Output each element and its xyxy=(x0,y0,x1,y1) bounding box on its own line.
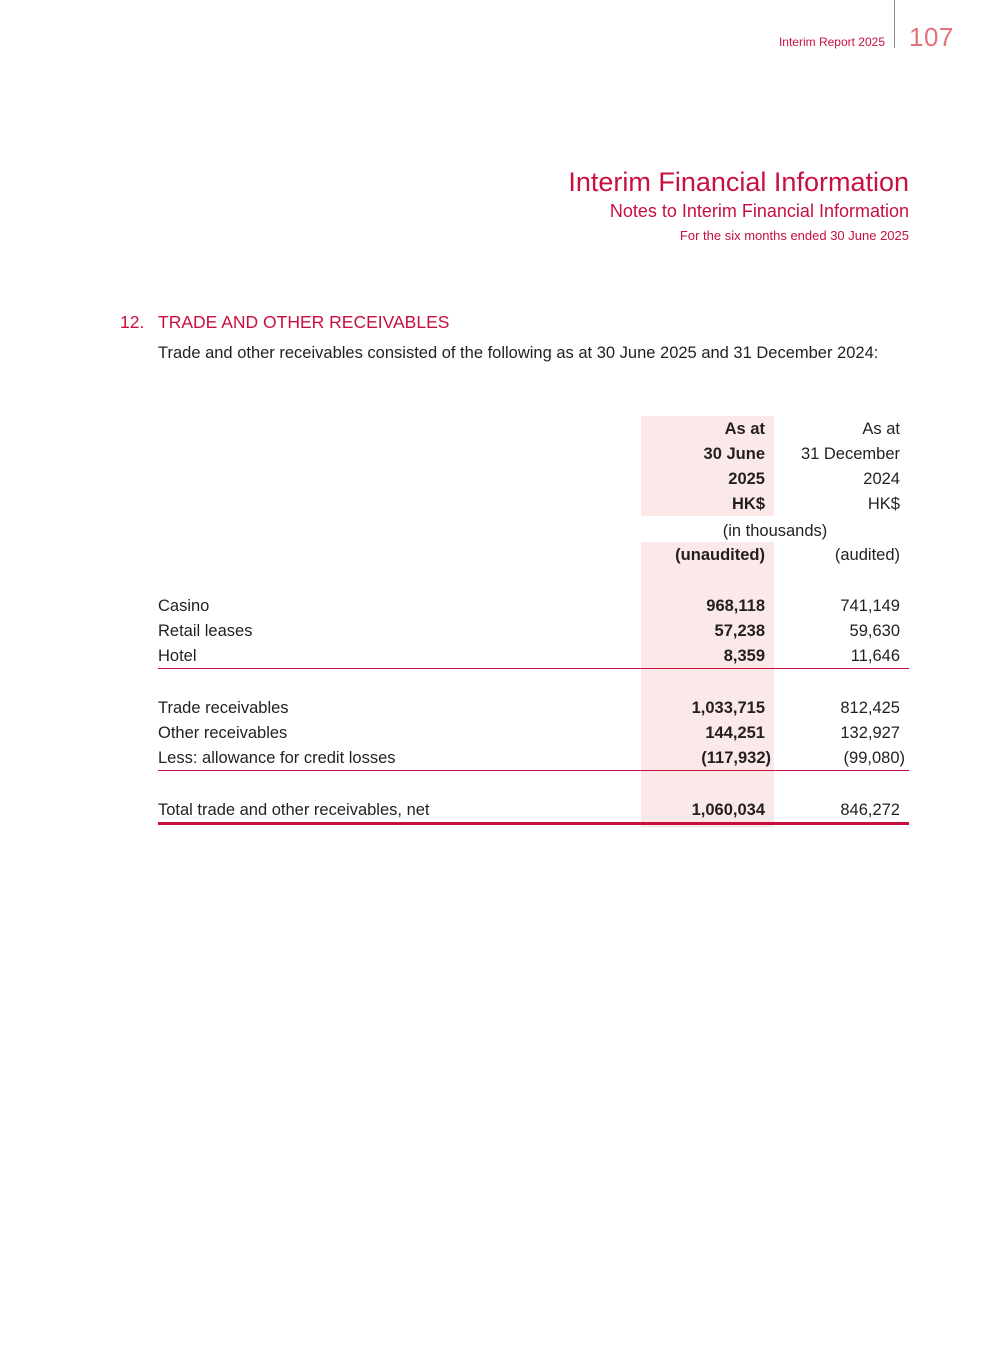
total-rule xyxy=(158,822,909,825)
row-current-retail-leases: 57,238 xyxy=(714,622,765,640)
row-label-casino: Casino xyxy=(158,597,210,615)
row-label-retail-leases: Retail leases xyxy=(158,622,253,640)
current-header-line-4: HK$ xyxy=(731,495,765,513)
prior-header-line-4: HK$ xyxy=(867,495,900,513)
current-column-shade-body xyxy=(641,542,774,827)
title-block xyxy=(568,166,909,245)
current-header-line-2: 30 June xyxy=(703,445,765,463)
prior-header-line-3: 2024 xyxy=(863,470,900,488)
prior-header-line-2: 31 December xyxy=(800,445,900,463)
report-label: Interim Report 2025 xyxy=(778,35,885,49)
section-heading xyxy=(120,311,449,333)
row-current-trade-receivables: 1,033,715 xyxy=(691,699,765,717)
row-prior-hotel: 11,646 xyxy=(850,647,900,665)
row-label-total: Total trade and other receivables, net xyxy=(158,801,430,819)
section-number: 12. xyxy=(120,312,145,332)
row-current-casino: 968,118 xyxy=(706,597,765,615)
units-label: (in thousands) xyxy=(722,522,828,540)
prior-status: (audited) xyxy=(834,546,900,564)
row-current-total: 1,060,034 xyxy=(691,801,765,819)
row-label-other-receivables: Other receivables xyxy=(158,724,288,742)
prior-header-line-1: As at xyxy=(862,420,900,438)
row-prior-trade-receivables: 812,425 xyxy=(840,699,900,717)
period-label: For the six months ended 30 June 2025 xyxy=(679,228,909,243)
row-current-other-receivables: 144,251 xyxy=(705,724,765,742)
row-prior-retail-leases: 59,630 xyxy=(849,622,900,640)
page-subtitle: Notes to Interim Financial Information xyxy=(609,201,909,221)
current-header-line-1: As at xyxy=(724,420,765,438)
page-number: 107 xyxy=(909,22,954,52)
section-title: TRADE AND OTHER RECEIVABLES xyxy=(158,312,450,332)
row-prior-allowance: (99,080) xyxy=(843,749,905,767)
subtotal-rule-2 xyxy=(158,770,909,771)
row-prior-total: 846,272 xyxy=(840,801,900,819)
row-current-allowance: (117,932) xyxy=(701,749,771,767)
current-header-line-3: 2025 xyxy=(728,470,765,488)
section-intro: Trade and other receivables consisted of the following as at 30 June 2025 and 31 December 2024: xyxy=(158,344,879,362)
current-status: (unaudited) xyxy=(675,546,765,564)
row-label-trade-receivables: Trade receivables xyxy=(158,699,289,717)
row-prior-casino: 741,149 xyxy=(840,597,900,615)
row-label-allowance: Less: allowance for credit losses xyxy=(158,749,396,767)
page-title: Interim Financial Information xyxy=(568,167,909,197)
row-label-hotel: Hotel xyxy=(158,647,197,665)
header-divider xyxy=(894,0,895,48)
row-current-hotel: 8,359 xyxy=(723,647,765,665)
row-prior-other-receivables: 132,927 xyxy=(840,724,900,742)
subtotal-rule-1 xyxy=(158,668,909,669)
